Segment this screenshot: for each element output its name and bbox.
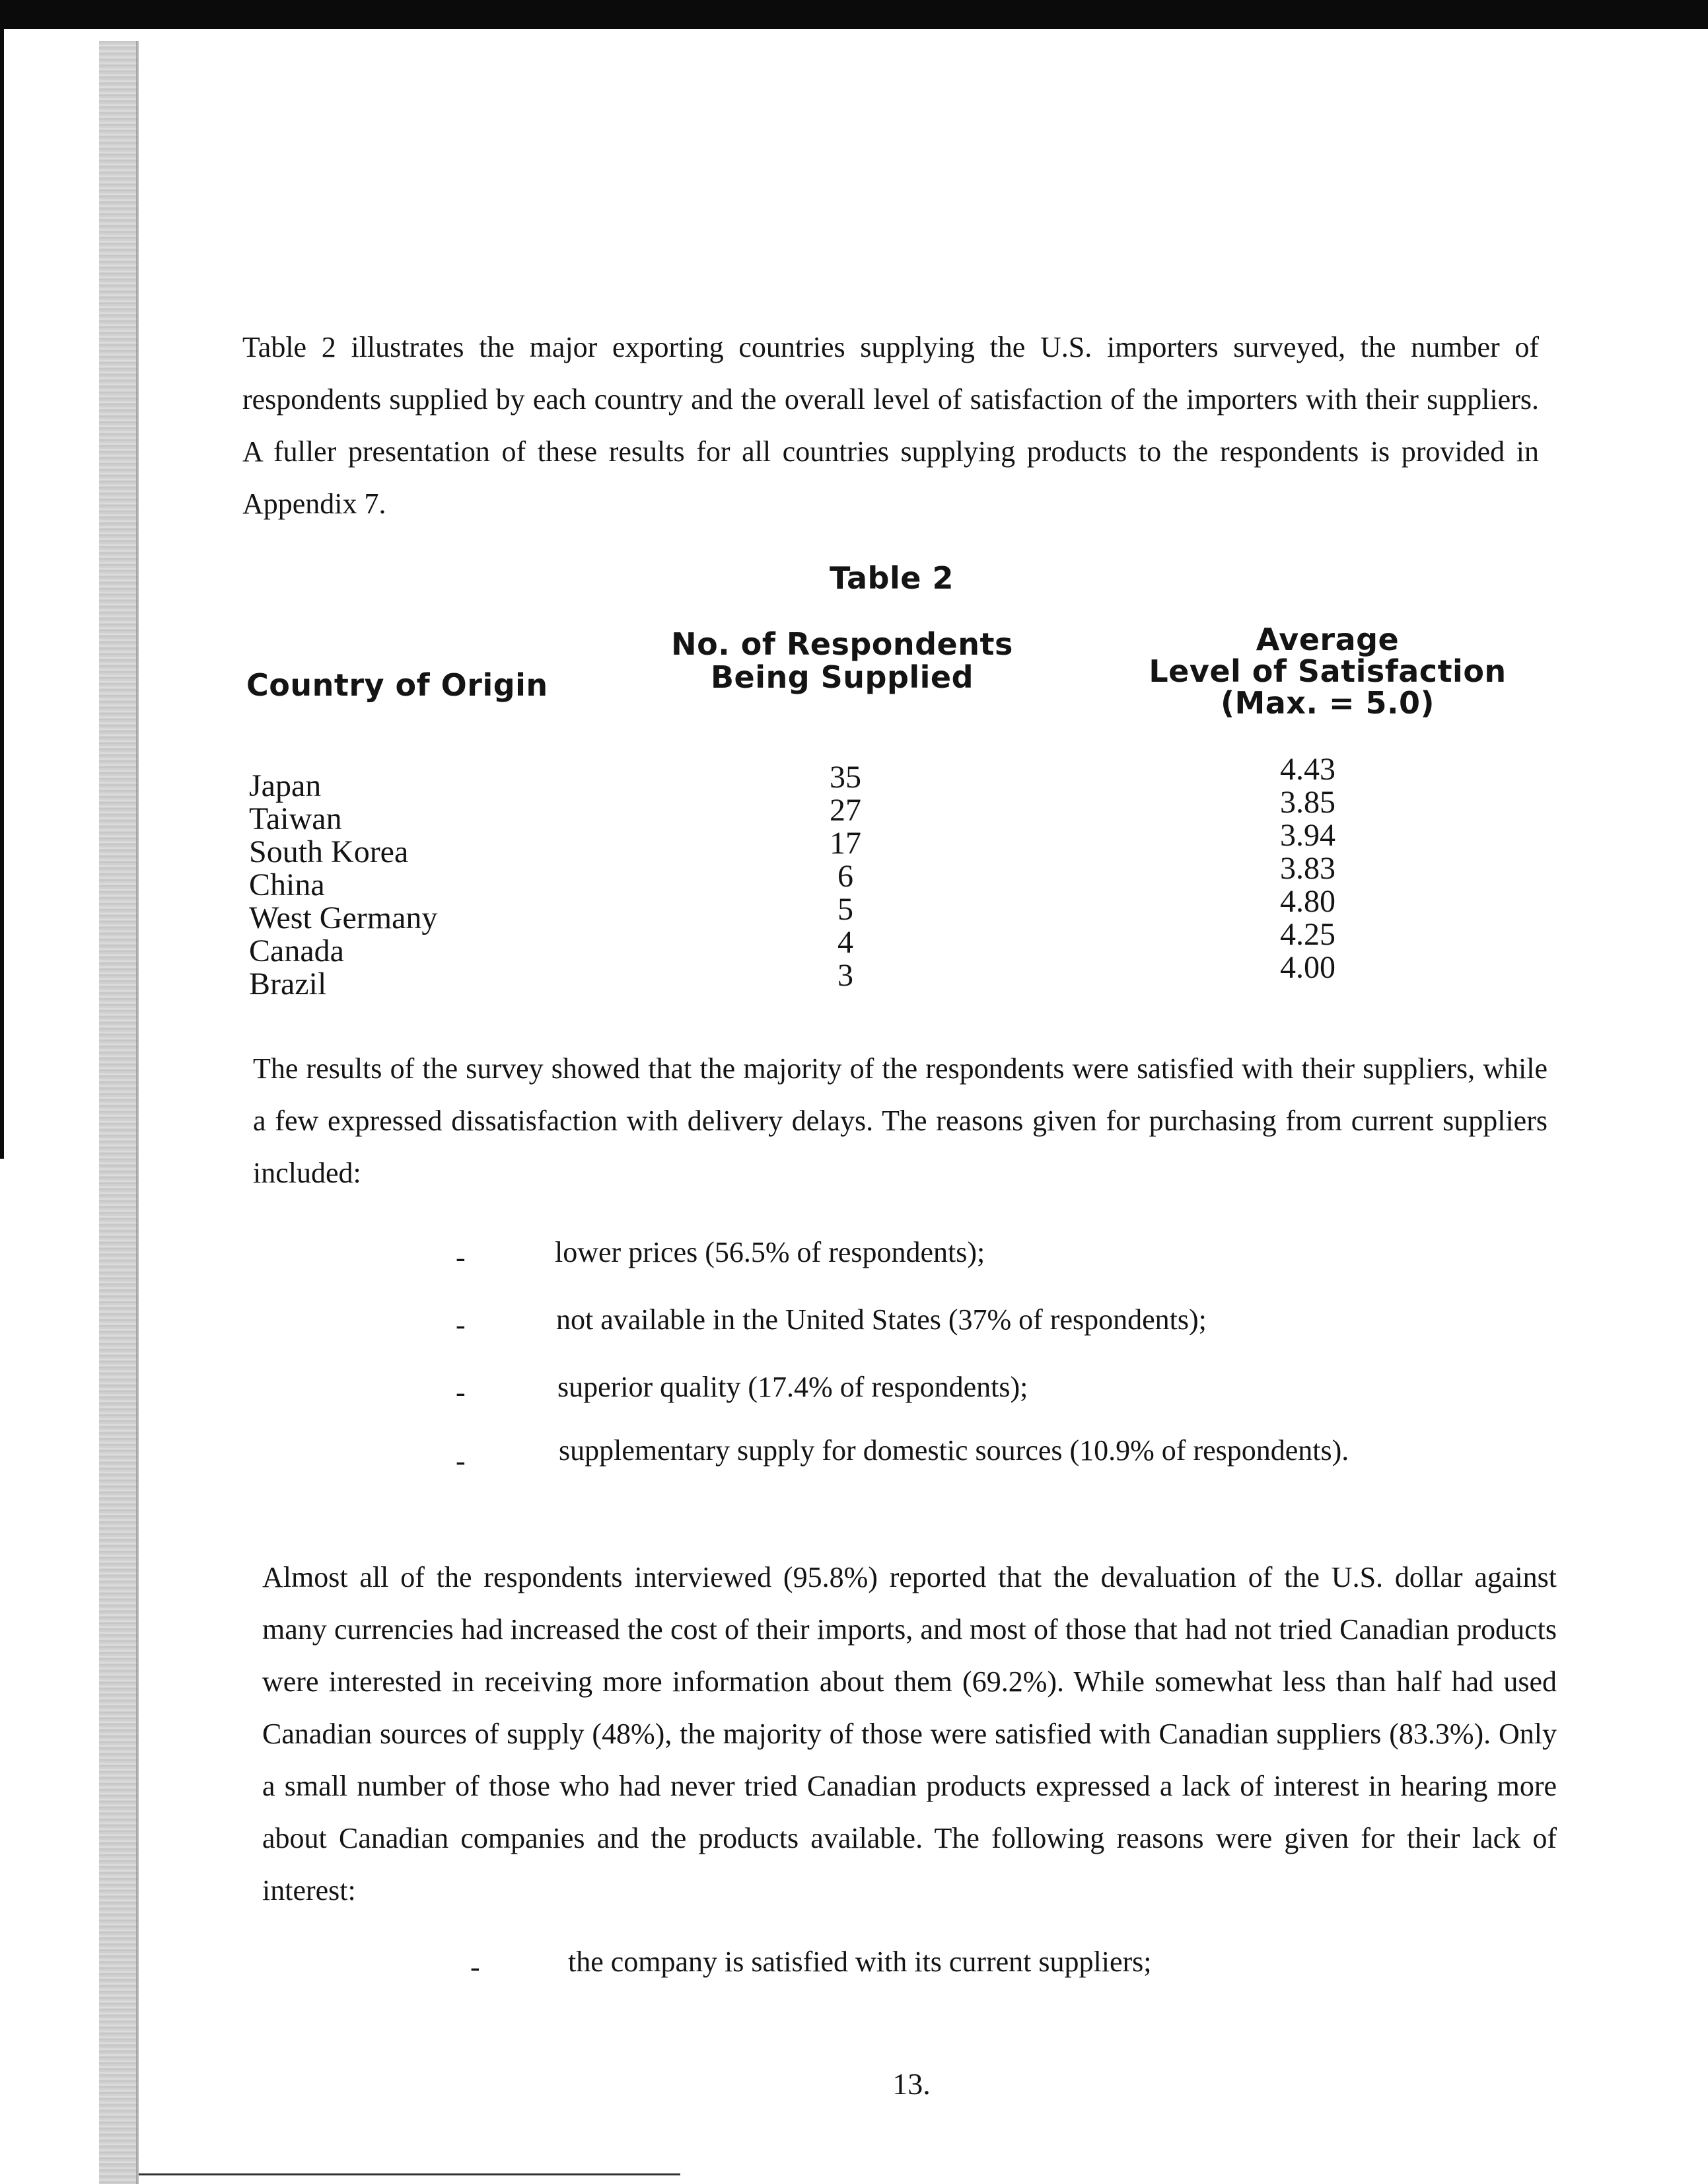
table-cell-country: Taiwan bbox=[249, 801, 342, 836]
header-satisfaction-line2: Level of Satisfaction bbox=[1149, 653, 1507, 689]
table-cell-respondents: 17 bbox=[830, 826, 861, 861]
table-cell-satisfaction: 3.85 bbox=[1280, 785, 1335, 820]
scan-binding-edge bbox=[136, 41, 139, 2184]
header-respondents-line1: No. of Respondents bbox=[671, 626, 1013, 662]
satisfaction-column bbox=[1228, 753, 1387, 984]
scan-top-border bbox=[0, 0, 1708, 29]
respondents-column bbox=[779, 761, 911, 992]
table-cell-country: West Germany bbox=[249, 900, 438, 935]
table-cell-respondents: 3 bbox=[837, 958, 853, 993]
list-bullet: - bbox=[456, 1445, 466, 1477]
header-satisfaction-line3: (Max. = 5.0) bbox=[1220, 685, 1435, 721]
list-bullet: - bbox=[456, 1241, 466, 1274]
table-cell-country: Brazil bbox=[249, 966, 327, 1001]
table-cell-country: Japan bbox=[249, 768, 322, 803]
list-item: not available in the United States (37% of respondents); bbox=[556, 1303, 1207, 1336]
header-country-of-origin: Country of Origin bbox=[246, 667, 548, 703]
header-respondents-line2: Being Supplied bbox=[710, 659, 974, 695]
results-paragraph: The results of the survey showed that the majority of the respondents were satisfied with their suppliers, while a few expressed dissatisfaction with delivery delays. The reasons given for purchasing from current suppliers included: bbox=[253, 1052, 1548, 1189]
table-cell-country: South Korea bbox=[249, 834, 409, 869]
list-item: the company is satisfied with its current suppliers; bbox=[568, 1946, 1152, 1978]
table-cell-satisfaction: 4.80 bbox=[1280, 884, 1335, 919]
list-bullet: - bbox=[456, 1376, 466, 1408]
header-respondents bbox=[634, 628, 1050, 694]
list-item: superior quality (17.4% of respondents); bbox=[557, 1371, 1028, 1403]
list-item: lower prices (56.5% of respondents); bbox=[555, 1236, 985, 1268]
table-cell-country: Canada bbox=[249, 933, 344, 968]
scan-left-border bbox=[0, 29, 4, 1159]
table-cell-country: China bbox=[249, 867, 325, 902]
devaluation-paragraph: Almost all of the respondents interviewed (95.8%) reported that the devaluation of the U.S. dollar against many currencies had increased the cost of their imports, and most of those that had not tried Canadian products were interested in receiving more information about them (69.2%). While somewhat less than half had used Canadian sources of supply (48%), the majority of those were satisfied with Canadian suppliers (83.3%). Only a small number of those who had never tried Canadian products expressed a lack of interest in hearing more about Canadian companies and the products available. The following reasons were given for their lack of interest: bbox=[262, 1561, 1557, 1907]
table-cell-satisfaction: 3.94 bbox=[1280, 818, 1335, 853]
scan-bottom-line bbox=[139, 2173, 680, 2175]
table-cell-satisfaction: 4.43 bbox=[1280, 752, 1335, 787]
scan-binding-strip bbox=[99, 41, 137, 2184]
header-satisfaction bbox=[1096, 624, 1559, 719]
table-cell-respondents: 6 bbox=[837, 859, 853, 894]
list-bullet: - bbox=[456, 1309, 466, 1341]
table-cell-respondents: 4 bbox=[837, 925, 853, 960]
list-item: supplementary supply for domestic sources (10.9% of respondents). bbox=[559, 1434, 1349, 1467]
table-cell-satisfaction: 4.00 bbox=[1280, 950, 1335, 985]
table-cell-satisfaction: 3.83 bbox=[1280, 851, 1335, 886]
list-bullet: - bbox=[470, 1951, 480, 1983]
header-satisfaction-line1: Average bbox=[1256, 622, 1400, 657]
table-cell-respondents: 27 bbox=[830, 793, 861, 828]
table-cell-satisfaction: 4.25 bbox=[1280, 917, 1335, 952]
country-column bbox=[249, 770, 645, 1001]
table-title: Table 2 bbox=[830, 560, 954, 596]
page-number: 13. bbox=[892, 2067, 931, 2101]
table-cell-respondents: 5 bbox=[837, 892, 853, 927]
intro-paragraph: Table 2 illustrates the major exporting countries supplying the U.S. importers surveyed, the number of respondents supplied by each country and the overall level of satisfaction of the importers with their suppliers. A fuller presentation of these results for all countries supplying products to the respondents is provided in Appendix 7. bbox=[242, 331, 1539, 520]
table-cell-respondents: 35 bbox=[830, 760, 861, 795]
